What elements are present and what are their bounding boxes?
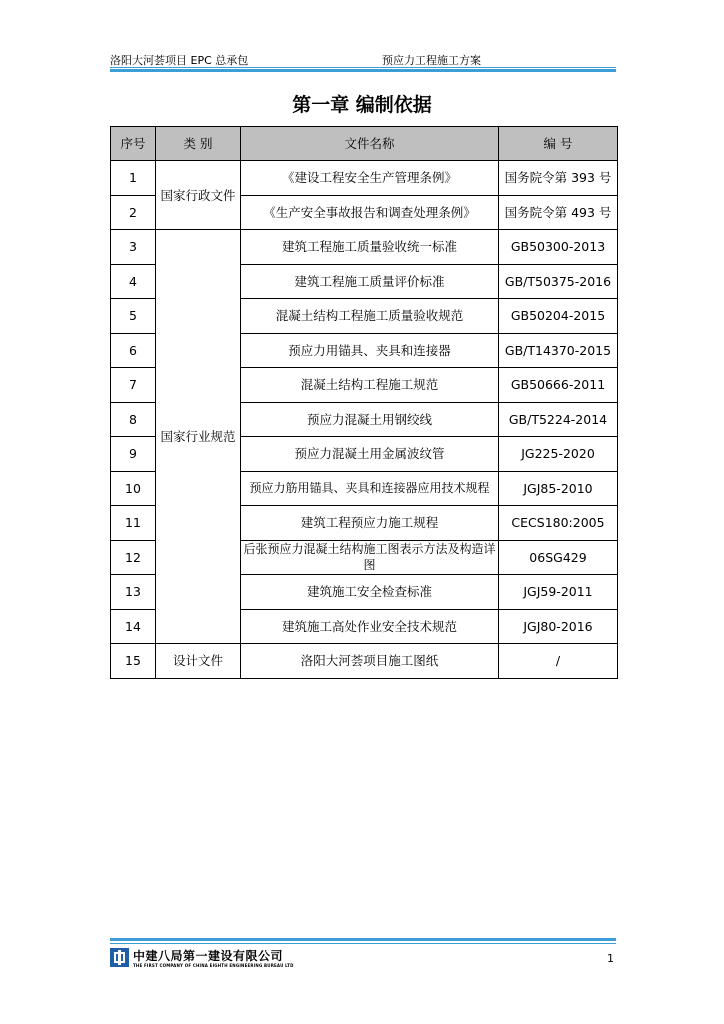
company-name-cn: 中建八局第一建设有限公司 <box>133 949 284 963</box>
document-code: JGJ80-2016 <box>499 609 618 644</box>
reference-table <box>110 126 618 679</box>
row-number: 10 <box>111 471 156 506</box>
header-rule-thin <box>110 67 616 68</box>
document-name: 建筑工程施工质量评价标准 <box>241 264 499 299</box>
document-name: 建筑施工高处作业安全技术规范 <box>241 609 499 644</box>
row-number: 4 <box>111 264 156 299</box>
document-name: 预应力混凝土用金属波纹管 <box>241 437 499 472</box>
header-rule-thick <box>110 69 616 72</box>
row-number: 5 <box>111 299 156 334</box>
header-document-title: 预应力工程施工方案 <box>382 54 481 67</box>
category-design: 设计文件 <box>156 644 241 679</box>
chapter-title: 第一章 编制依据 <box>292 94 432 116</box>
document-code: 06SG429 <box>499 540 618 575</box>
row-number: 15 <box>111 644 156 679</box>
document-code: / <box>499 644 618 679</box>
document-code: GB50666-2011 <box>499 368 618 403</box>
col-header-number: 序号 <box>111 127 156 161</box>
document-name: 洛阳大河荟项目施工图纸 <box>241 644 499 679</box>
row-number: 8 <box>111 402 156 437</box>
company-name-en: THE FIRST COMPANY OF CHINA EIGHTH ENGINEERING BUREAU LTD <box>133 963 294 968</box>
document-name: 建筑工程施工质量验收统一标准 <box>241 230 499 265</box>
document-code: GB/T14370-2015 <box>499 333 618 368</box>
document-name: 建筑工程预应力施工规程 <box>241 506 499 541</box>
row-number: 3 <box>111 230 156 265</box>
header-project-name: 洛阳大河荟项目 EPC 总承包 <box>110 54 249 67</box>
document-code: JGJ59-2011 <box>499 575 618 610</box>
table-header-row <box>111 127 618 161</box>
document-code: GB50300-2013 <box>499 230 618 265</box>
document-code: 国务院令第 493 号 <box>499 195 618 230</box>
table-row <box>111 161 618 196</box>
row-number: 7 <box>111 368 156 403</box>
footer-rule-thick <box>110 938 616 941</box>
document-code: JGJ85-2010 <box>499 471 618 506</box>
document-code: CECS180:2005 <box>499 506 618 541</box>
category-national-admin: 国家行政文件 <box>156 161 241 230</box>
category-national-industry: 国家行业规范 <box>156 230 241 644</box>
table-row <box>111 644 618 679</box>
row-number: 9 <box>111 437 156 472</box>
row-number: 1 <box>111 161 156 196</box>
row-number: 14 <box>111 609 156 644</box>
document-code: GB/T50375-2016 <box>499 264 618 299</box>
document-code: GB50204-2015 <box>499 299 618 334</box>
document-name: 预应力筋用锚具、夹具和连接器应用技术规程 <box>241 471 499 506</box>
col-header-code: 编 号 <box>499 127 618 161</box>
page-number: 1 <box>607 952 614 965</box>
row-number: 6 <box>111 333 156 368</box>
document-name: 混凝土结构工程施工规范 <box>241 368 499 403</box>
document-name: 预应力混凝土用钢绞线 <box>241 402 499 437</box>
row-number: 11 <box>111 506 156 541</box>
document-name: 预应力用锚具、夹具和连接器 <box>241 333 499 368</box>
row-number: 13 <box>111 575 156 610</box>
company-logo-icon <box>110 948 129 967</box>
document-code: GB/T5224-2014 <box>499 402 618 437</box>
row-number: 2 <box>111 195 156 230</box>
document-name: 混凝土结构工程施工质量验收规范 <box>241 299 499 334</box>
row-number: 12 <box>111 540 156 575</box>
document-name: 《生产安全事故报告和调查处理条例》 <box>241 195 499 230</box>
document-name: 后张预应力混凝土结构施工图表示方法及构造详图 <box>241 540 499 575</box>
table-row <box>111 230 618 265</box>
col-header-category: 类 别 <box>156 127 241 161</box>
document-name: 建筑施工安全检查标准 <box>241 575 499 610</box>
document-name: 《建设工程安全生产管理条例》 <box>241 161 499 196</box>
document-code: JG225-2020 <box>499 437 618 472</box>
document-code: 国务院令第 393 号 <box>499 161 618 196</box>
col-header-document-name: 文件名称 <box>241 127 499 161</box>
footer-rule-thin <box>110 943 616 944</box>
